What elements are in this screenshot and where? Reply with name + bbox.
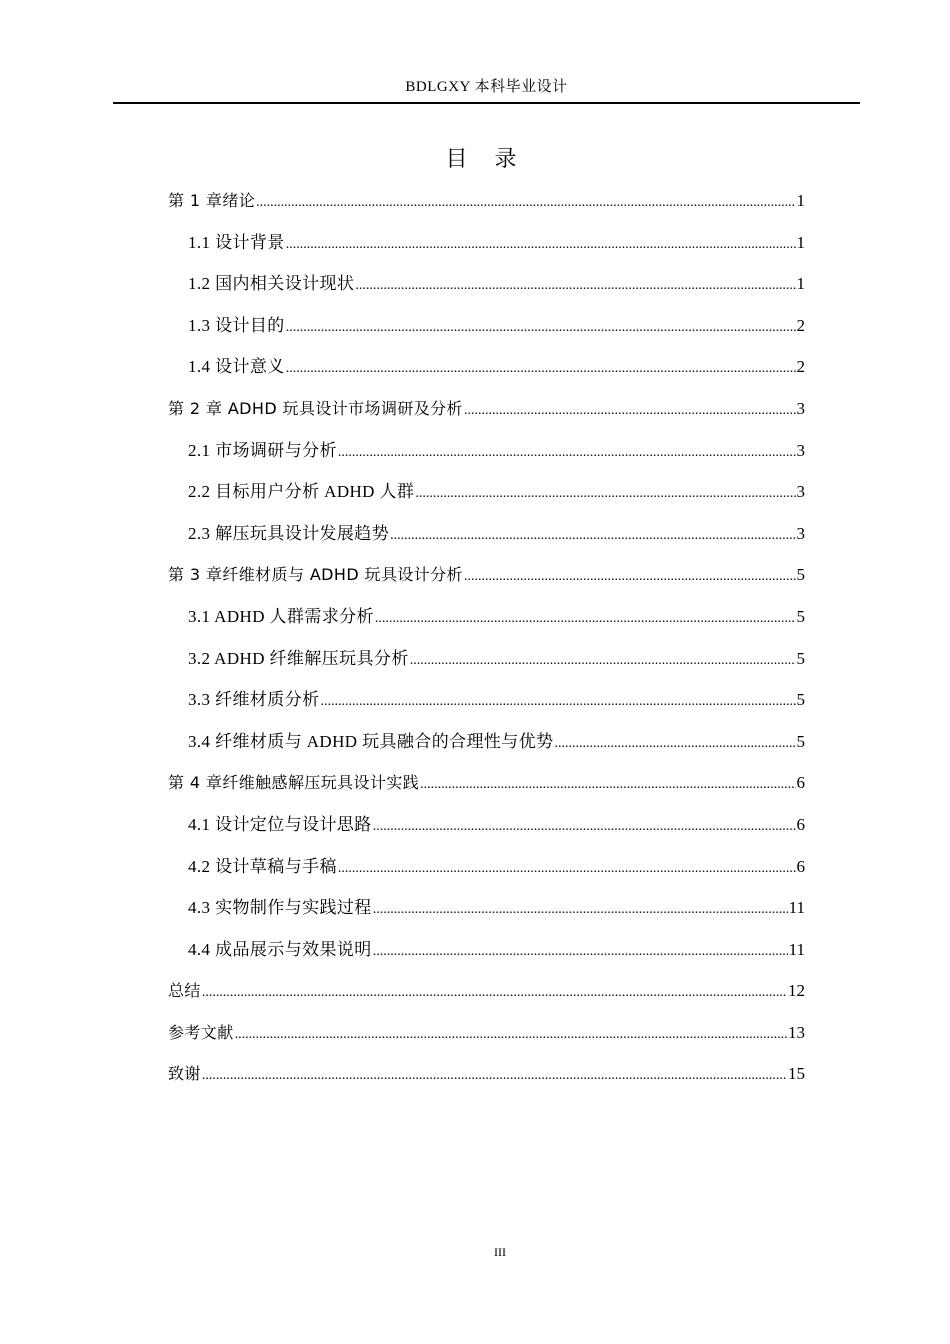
toc-entry-page: 13 [788,1022,805,1042]
toc-entry-section-2-3[interactable] [168,513,805,555]
page-number: III [494,1245,506,1259]
toc-entry-section-1-1[interactable] [168,222,805,264]
toc-entry-text: 致谢 [168,1064,201,1084]
toc-leader-dots [464,390,796,432]
toc-entry-chapter-3[interactable] [168,554,805,596]
toc-leader-dots [390,515,795,557]
toc-entry-section-3-4[interactable] [168,721,805,763]
toc-title: 目 录 [445,147,527,172]
toc-entry-section-1-3[interactable] [168,305,805,347]
toc-entry-section-4-1[interactable] [168,804,805,846]
toc-entry-section-2-2[interactable] [168,471,805,513]
toc-leader-dots [286,348,796,390]
toc-leader-dots [286,307,796,349]
toc-entry-text: 第 2 章 ADHD 玩具设计市场调研及分析 [168,398,463,418]
toc-entry-page: 3 [796,398,805,418]
toc-entry-page: 6 [796,814,805,834]
toc-entry-chapter-2[interactable] [168,388,805,430]
toc-entry-text: 第 3 章纤维材质与 ADHD 玩具设计分析 [168,565,463,585]
toc-leader-dots [373,931,788,973]
toc-entry-section-4-2[interactable] [168,846,805,888]
toc-leader-dots [373,806,796,848]
toc-entry-page: 6 [796,773,805,793]
toc-entry-text: 1.2 国内相关设计现状 [188,274,355,294]
toc-leader-dots [415,473,795,515]
toc-leader-dots [464,556,796,598]
toc-entry-page: 5 [796,731,805,751]
toc-entry-text: 1.3 设计目的 [188,315,285,335]
toc-entry-text: 第 1 章绪论 [168,191,256,210]
toc-entry-text: 4.3 实物制作与实践过程 [188,898,372,918]
toc-entry-page: 3 [796,482,805,502]
toc-entry-section-3-2[interactable] [168,638,805,680]
toc-entry-page: 5 [796,565,805,585]
toc-entry-text: 总结 [168,981,201,1001]
toc-entry-page: 1 [796,232,805,252]
toc-entry-page: 5 [796,648,805,668]
toc-entry-text: 3.4 纤维材质与 ADHD 玩具融合的合理性与优势 [188,731,554,751]
toc-leader-dots [235,1014,787,1056]
toc-entry-page: 1 [796,191,805,210]
toc-entry-section-3-1[interactable] [168,596,805,638]
toc-entry-text: 2.2 目标用户分析 ADHD 人群 [188,482,415,502]
toc-entry-page: 1 [796,274,805,294]
toc-entry-text: 3.3 纤维材质分析 [188,690,320,710]
toc-entry-page: 2 [796,357,805,377]
running-header [113,74,860,104]
toc-entry-text: 2.3 解压玩具设计发展趋势 [188,523,390,543]
toc-entry-section-1-4[interactable] [168,346,805,388]
toc-leader-dots [321,681,796,723]
toc-leader-dots [555,723,796,765]
toc-entry-text: 2.1 市场调研与分析 [188,440,337,460]
toc-entry-text: 1.1 设计背景 [188,232,285,252]
toc-leader-dots [338,848,796,890]
toc-entry-text: 4.2 设计草稿与手稿 [188,856,337,876]
toc-entry-summary[interactable] [168,970,805,1012]
toc-leader-dots [355,265,795,307]
toc-entry-page: 5 [796,690,805,710]
toc-leader-dots [202,1055,787,1097]
table-of-contents [168,180,805,1095]
toc-leader-dots [375,598,796,640]
toc-entry-page: 11 [788,939,805,959]
toc-entry-chapter-1[interactable] [168,180,805,222]
toc-entry-section-2-1[interactable] [168,430,805,472]
toc-entry-page: 2 [796,315,805,335]
toc-entry-chapter-4[interactable] [168,762,805,804]
toc-entry-text: 参考文献 [168,1022,234,1042]
toc-entry-page: 6 [796,856,805,876]
toc-entry-text: 1.4 设计意义 [188,357,285,377]
toc-entry-text: 4.4 成品展示与效果说明 [188,939,372,959]
toc-entry-page: 12 [788,981,805,1001]
toc-entry-text: 3.2 ADHD 纤维解压玩具分析 [188,648,409,668]
toc-entry-acknowledgements[interactable] [168,1053,805,1095]
toc-entry-text: 4.1 设计定位与设计思路 [188,814,372,834]
toc-entry-section-1-2[interactable] [168,263,805,305]
toc-entry-section-3-3[interactable] [168,679,805,721]
header-text: BDLGXY 本科毕业设计 [405,79,568,95]
toc-entry-references[interactable] [168,1012,805,1054]
toc-entry-text: 3.1 ADHD 人群需求分析 [188,606,374,626]
toc-leader-dots [420,764,795,806]
toc-leader-dots [373,889,788,931]
toc-entry-page: 15 [788,1064,805,1084]
toc-leader-dots [338,432,796,474]
toc-entry-section-4-4[interactable] [168,929,805,971]
toc-entry-page: 5 [796,606,805,626]
toc-leader-dots [202,972,787,1014]
toc-leader-dots [410,640,796,682]
toc-entry-page: 3 [796,440,805,460]
toc-leader-dots [286,224,796,266]
toc-entry-page: 11 [788,898,805,918]
toc-entry-section-4-3[interactable] [168,887,805,929]
toc-entry-page: 3 [796,523,805,543]
toc-leader-dots [256,182,795,224]
toc-entry-text: 第 4 章纤维触感解压玩具设计实践 [168,773,420,793]
